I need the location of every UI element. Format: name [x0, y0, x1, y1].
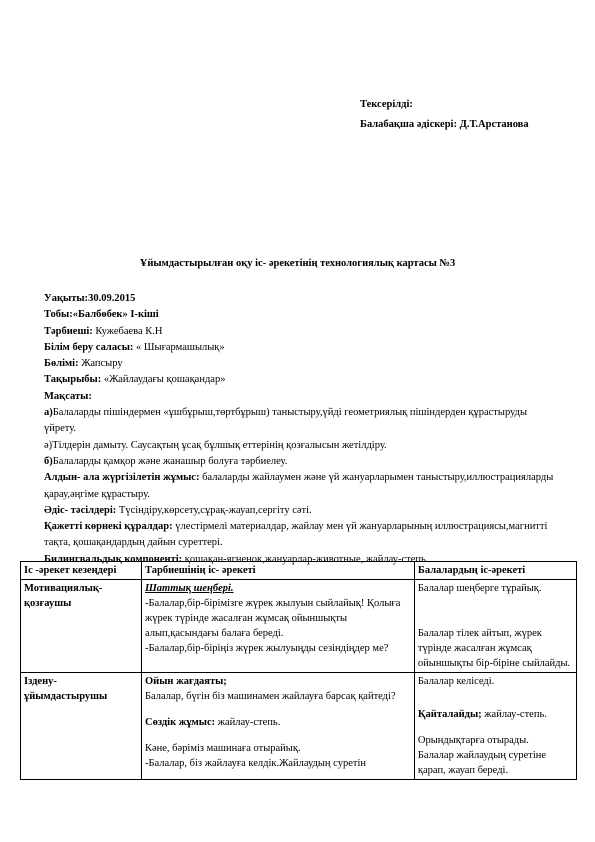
- teacher-activity-title: Шаттық шеңбері.: [144, 583, 234, 594]
- activity-table: [20, 561, 577, 780]
- teacher-text: -Балалар,бір-бірімізге жүрек жылуын сыйлайық! Қолыға жүрек түрінде жасалған жұмсақ ойыншықты алып,қасындағы балаға береді.: [144, 598, 401, 639]
- teacher-cell: [141, 580, 414, 673]
- children-repeat: Қайталайды; жайлау-степь.: [417, 709, 547, 720]
- table-header-row: [21, 562, 577, 580]
- meta-date: Уақыты:30.09.2015: [44, 293, 136, 304]
- header-stages: Іс -әрекет кезеңдері: [21, 562, 142, 580]
- teacher-text: -Балалар, біз жайлауға келдік.Жайлаудың суретін: [144, 758, 366, 769]
- meta-methods: Әдіс- тәсілдері: Түсіндіру,көрсету,сұрақ-жауап,сергіту сәті.: [44, 504, 312, 516]
- meta-bilingual: Билингвальдық компоненті: қошақан-ягненок,жануарлар-животные, жайлау-степь.: [44, 553, 429, 565]
- meta-area: Білім беру саласы: « Шығармашылық»: [44, 341, 225, 353]
- meta-group: Тобы:«Балбөбек» І-кіші: [44, 309, 159, 321]
- header-children: Балалардың іс-әрекеті: [414, 562, 576, 580]
- approval-methodist: Балабақша әдіскері: Д.Т.Арстанова: [360, 119, 529, 130]
- teacher-activity-title: Ойын жағдаяты;: [144, 676, 227, 687]
- children-text: Орындықтарға отырады.: [417, 735, 529, 746]
- meta-topic: Тақырыбы: «Жайлаудағы қошақандар»: [44, 374, 226, 386]
- children-text: Балалар келіседі.: [417, 676, 495, 687]
- teacher-cell: [141, 673, 414, 780]
- meta-goal-b: ә)Тілдерін дамыту. Саусақтың ұсақ бұлшық еттерінің қозғалысын жетілдіру.: [44, 439, 387, 451]
- table-row: [21, 673, 577, 780]
- meta-goal-a: а)Балаларды пішіндермен «ұшбұрыш,төртбұрыш) таныстыру,үйді геометриялық пішіндерден құрастыруды үйрету.: [44, 407, 528, 435]
- meta-teacher: Тәрбиеші: Кужебаева К.Н: [44, 325, 163, 337]
- approval-block: [360, 95, 529, 135]
- meta-goals: Мақсаты:: [44, 390, 92, 402]
- table-row: [21, 580, 577, 673]
- stage-cell: Мотивациялық-қозғаушы: [21, 580, 142, 673]
- children-cell: [414, 673, 576, 780]
- children-text: Балалар шеңберге тұрайық.: [417, 583, 542, 594]
- teacher-text: Балалар, бүгін біз машинамен жайлауға барсақ қайтеді?: [144, 691, 396, 702]
- vocabulary-work: Сөздік жұмыс: жайлау-степь.: [144, 717, 281, 728]
- children-text: Балалар тілек айтып, жүрек түрінде жасалған жұмсақ ойыншықты бір-біріне сыйлайды.: [417, 628, 571, 669]
- meta-prelim: Алдын- ала жүргізілетін жұмыс: балаларды жайлаумен және үй жануарларымен таныстыру,иллюстрацияларды қарау,әңгіме құрастыру.: [44, 472, 554, 500]
- header-teacher: Тарбиешінің іс- әрекеті: [141, 562, 414, 580]
- approval-checked: Тексерілді:: [360, 99, 413, 110]
- meta-materials: Қажетті көрнекі құралдар: үлестірмелі материалдар, жайлау мен үй жануарларының иллюстрациясы,магнитті тақта, қошақандардың дайын суреттері.: [44, 521, 548, 549]
- meta-goal-c: б)Балаларды қамқор және жанашыр болуға тәрбиелеу.: [44, 455, 288, 467]
- children-text: Балалар жайлаудың суретіне қарап, жауап береді.: [417, 750, 547, 776]
- children-cell: [414, 580, 576, 673]
- teacher-text: -Балалар,бір-біріңіз жүрек жылуыңды сезіндіңдер ме?: [144, 643, 389, 654]
- teacher-text: Кәне, бәріміз машинаға отырайық.: [144, 743, 301, 754]
- lesson-meta: [44, 291, 554, 568]
- document-title: Ұйымдастырылған оқу іс- әрекетінің технологиялық картасы №3: [139, 258, 456, 269]
- meta-section: Бөлімі: Жапсыру: [44, 358, 123, 370]
- stage-cell: Іздену-ұйымдастырушы: [21, 673, 142, 780]
